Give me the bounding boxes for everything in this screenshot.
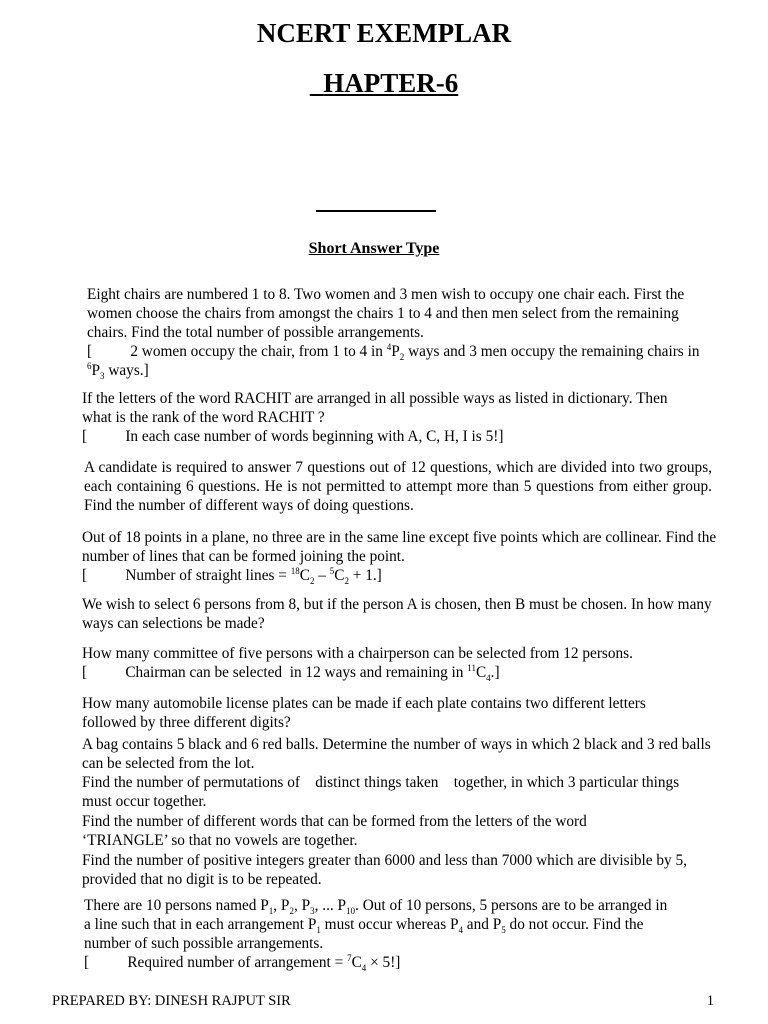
question-6 <box>82 644 712 682</box>
question-hint: [ Chairman can be selected in 12 ways and remaining in $^{11}C_4$.] <box>82 662 500 684</box>
question-12 <box>84 896 674 972</box>
chapter-title: HAPTER-6 <box>323 68 459 98</box>
divider-rule <box>316 210 436 212</box>
question-text: Find the number of different words that can be formed from the letters of the word ‘TRIANGLE’ so that no vowels are together. <box>82 813 587 849</box>
document-title: NCERT EXEMPLAR <box>256 18 512 48</box>
chapter-underline-pad <box>310 68 324 98</box>
chapter-heading <box>0 68 768 99</box>
question-text: We wish to select 6 persons from 8, but if the person A is chosen, then B must be chosen. In how many ways can selections be made? <box>82 596 712 632</box>
question-2 <box>82 389 697 446</box>
question-hint: [ 2 women occupy the chair, from 1 to 4 in $^4P_2$ ways and 3 men occupy the remaining chairs in $^6P_3$ ways.] <box>87 341 704 382</box>
page-number: 1 <box>706 993 714 1009</box>
question-text: If the letters of the word RACHIT are arranged in all possible ways as listed in dictionary. Then what is the rank of the word RACHIT ? <box>82 390 668 426</box>
question-9 <box>82 773 682 811</box>
question-hint: [ Required number of arrangement = $^7C_4 \times 5$!] <box>84 952 401 974</box>
question-4 <box>82 528 722 585</box>
question-hint: [ In each case number of words beginning with A, C, H, I is 5!] <box>82 428 504 445</box>
page-footer <box>52 993 714 1010</box>
question-7 <box>82 694 682 732</box>
question-text: Find the number of permutations of distinct things taken together, in which 3 particular things must occur together. <box>82 774 683 810</box>
question-text: Out of 18 points in a plane, no three are in the same line except five points which are collinear. Find the number of lines that can be formed joining the point. <box>82 529 717 565</box>
question-hint: [ Number of straight lines = $^{18}C_2 - ^5C_2 + 1$.] <box>82 565 382 587</box>
question-text: How many automobile license plates can be made if each plate contains two different letters followed by three different digits? <box>82 695 646 731</box>
question-8 <box>82 735 712 773</box>
question-text: Find the number of positive integers greater than 6000 and less than 7000 which are divisible by 5, provided that no digit is to be repeated. <box>82 852 687 888</box>
prepared-by: PREPARED BY: DINESH RAJPUT SIR <box>52 993 291 1009</box>
question-11 <box>82 851 712 889</box>
question-10 <box>82 812 662 850</box>
question-text: Eight chairs are numbered 1 to 8. Two women and 3 men wish to occupy one chair each. First the women choose the chairs from amongst the chairs 1 to 4 and then men select from the remaining chairs. Find the total number of possible arrangements. <box>87 286 685 341</box>
question-text: A candidate is required to answer 7 questions out of 12 questions, which are divided into two groups, each containing 6 questions. He is not permitted to attempt more than 5 questions from either group. Find the number of different ways of doing questions. <box>84 459 712 514</box>
section-title: Short Answer Type <box>308 240 440 257</box>
question-text: How many committee of five persons with a chairperson can be selected from 12 persons. <box>82 645 633 662</box>
question-5 <box>82 595 712 633</box>
question-3 <box>84 458 712 515</box>
question-1 <box>87 285 707 380</box>
question-text: There are 10 persons named $P_1$, $P_2$, $P_3$, ... $P_{10}$. Out of 10 persons, 5 persons are to be arranged in a line such that in each arrangement $P_1$ must occur whereas $P_4$ and $P_5$ do not occur. Find the number of such possible arrangements. <box>84 897 668 952</box>
question-text: A bag contains 5 black and 6 red balls. Determine the number of ways in which 2 black and 3 red balls can be selected from the lot. <box>82 736 711 772</box>
